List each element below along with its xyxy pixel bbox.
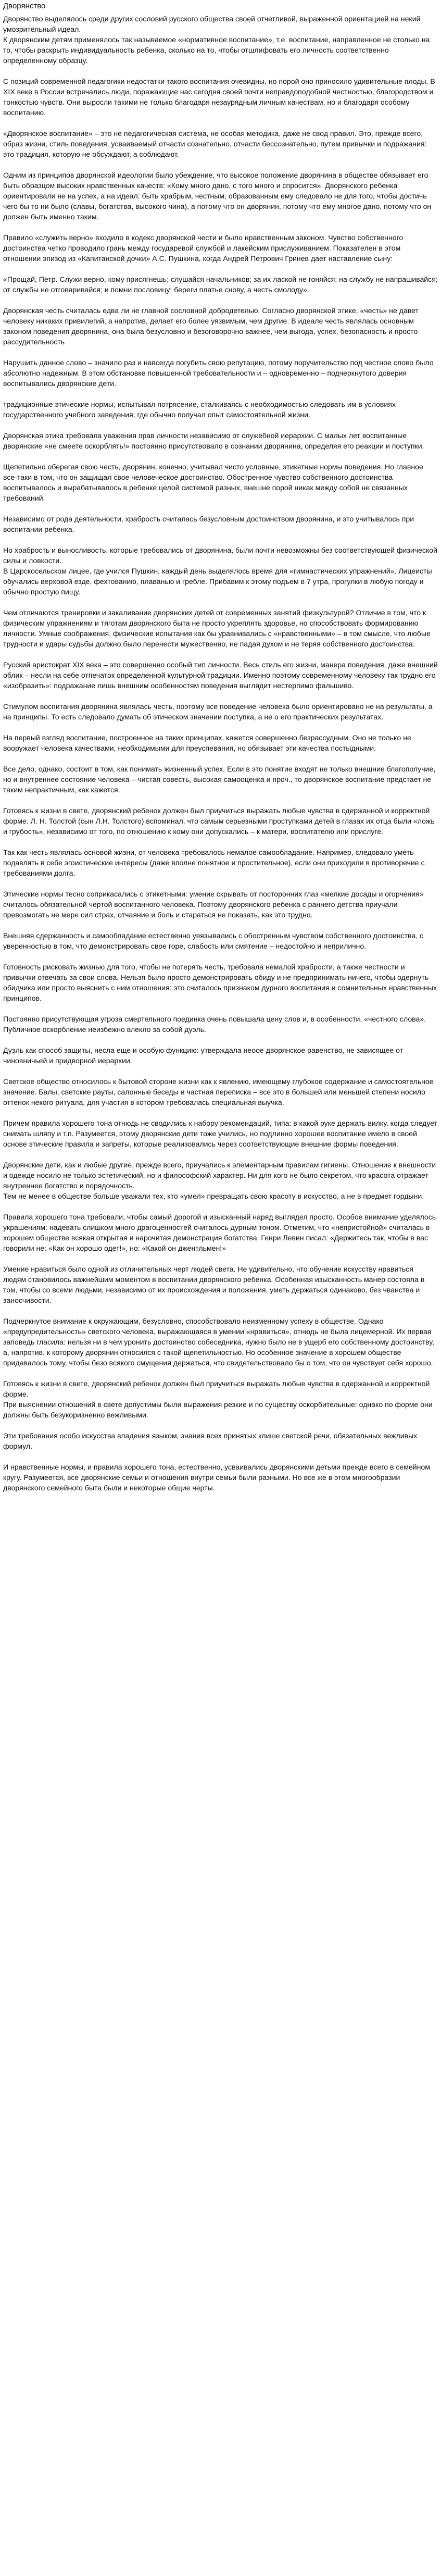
paragraph: Так как честь являлась основой жизни, от человека требовалось немалое самообладание. Например, следовало уметь подавлять в себе эгоистические интересы (даже вполне понятное и простительное), если они приходили в противоречие с требованиями долга.: [3, 848, 425, 877]
paragraph: Чем отличаются тренировки и закаливание дворянских детей от современных занятий физкультурой? Отличие в том, что к физическим упражнениям и тяготам дворянского быта не просто укреплять здоровье, но способствовать формированию личности. Умные соображения, физические испытания как бы уравнивались с «нравственными» – в том смысле, что любые трудности и удары судьбы должно было перенести мужественно, не падая духом и не теряя собственного достоинства.: [3, 608, 431, 648]
paragraph: Причем правила хорошего тона отнюдь не сводились к набору рекомендаций, типа: в какой руке держать вилку, когда следует снимать шляпу и т.п. Разумеется, этому дворянские дети тоже учились, но подлинно хорошее воспитание имело в своей основе этические правила и запреты, которые реализовались через соответствующие внешние формы поведения.: [3, 1119, 438, 1148]
paragraph: Подчеркнутое внимание к окружающим, безусловно, способствовало неизменному успеху в обществе. Однако «предупредительность» светского человека, выражающаяся в умении «нравиться», отнюдь не была лицемерной. Их первая заповедь гласила: нельзя ни в чем уронить достоинство собеседника, нужно было не в ущерб его собственному достоинству, а, напротив, к которому дворянин относился с такой щепетильностью. Но особенное значение в хорошем обществе придавалось тому, чтобы безо всякого смущения держаться, что свидетельствовало бы о том, что он чувствует себя хорошо.: [3, 1317, 434, 1367]
paragraph: Нарушить данное слово – значило раз и навсегда погубить свою репутацию, потому поручительство под честное слово было абсолютно надежным. В этом обстановке повышенной требовательности и – одновременно – подчеркнутого доверия воспитывались дворянские дети.: [3, 358, 434, 388]
paragraph: Готовясь к жизни в свете, дворянский ребенок должен был приучиться выражать любые чувства в сдержанной и корректной форме. Л. Н. Толстой (сын Л.Н. Толстого) вспоминал, что самым серьезными проступками детей в глазах их отца были «ложь и грубость», независимо от того, по отношению к кому они допускались – к матери, воспитателю или прислуге.: [3, 806, 435, 836]
paragraph: Дворянство выделялось среди других сословий русского общества своей отчетливой, выраженной ориентацией на некий умозрительный идеал. К дворянским детям применялось так называемое «нормативное воспитание», т.е. воспитание, направленное не столько на то, чтобы раскрыть индивидуальность ребенка, сколько на то, чтобы отшлифовать его личность соответственно определенному образцу.: [3, 15, 430, 65]
paragraph: традиционные этические нормы, испытывал потрясение, сталкиваясь с необходимостью следовать им в условиях государственного учебного заведения, где обычно получал опыт самостоятельной жизни.: [3, 400, 396, 419]
paragraph: С позиций современной педагогики недостатки такого воспитания очевидны, но порой оно приносило удивительные плоды. В XIX веке в России встречались люди, поражающие нас сегодня своей почти неправдоподобной честностью, благородством и тонкостью чувств. Они выросли такими не только благодаря незаурядным личным качествам, но и благодаря особому воспитанию.: [3, 77, 435, 117]
paragraph: Дворянская честь считалась едва ли не главной сословной добродетелью. Согласно дворянской этике, «честь» не давет человеку никаких привилегий, а напротив, делает его более уязвимым, чем другие. В идеале честь являлась основным законом поведения дворянина, она была безусловно и безоговорочно важнее, чем выгода, успех, безопасность и просто рассудительность: [3, 306, 419, 346]
paragraph: Дуэль как способ защиты, несла еще и особую функцию: утверждала неоое дворянское равенство, не зависящее от чиновничьей и придворной иерархии.: [3, 1046, 404, 1065]
paragraph: Готовность рисковать жизнью для того, чтобы не потерять честь, требовала немалой храбрости, а также честности и привычки отвечать за свои слова. Нельзя было просто демонстрировать обиду и не предпринимать ничего, чтобы одернуть обидчика или просто выяснить с ним отношения: это считалось признаком дурного воспитания и сомнительных нравственных принципов.: [3, 963, 437, 1002]
paragraph: Все дело, однако, состоит в том, как понимать жизненный успех. Если в это понятие входят не только внешние благополучие, но и внутреннее состояние человека – чистая совесть, высокая самооценка и проч., то дворянское воспитание предстает не таким непрактичным, как кажется.: [3, 765, 436, 794]
paragraph: Правило «служить верно» входило в кодекс дворянской чести и было нравственным законом. Чувство собственного достоинства четко проводило грань между государевой службой и лакейским прислуживанием. Показателен в этом отношении эпизод из «Капитанской дочки» А.С. Пушкина, когда Андрей Петрович Гринев дает наставление сыну:: [3, 233, 404, 263]
paragraph: Независимо от рода деятельности, храбрость считалась безусловным достоинством дворянина, и это учитывалось при воспитании ребенка.: [3, 515, 414, 533]
paragraph: Умение нравиться было одной из отличительных черт людей света. Не удивительно, что обучение искусству нравиться людям становилось важнейшим моментом в воспитании дворянского ребенка. Особенная изысканность манер состояла в том, чтобы со всеми людьми, независимо от их происхождения и положения, уметь держаться одинаково, без чванства и заносчивости.: [3, 1265, 425, 1304]
paragraph: Постоянно присутствующая угроза смертельного поединка очень повышала цену слов и, в особенности, «честного слова». Публичное оскорбление неизбежно влекло за собой дуэль.: [3, 1015, 426, 1034]
paragraph: Щепетильно оберегая свою честь, дворянин, конечно, учитывал чисто условные, этикетные нормы поведения. Но главное все-таки в том, что он защищал свое человеческое достоинство. Обостренное чувство собственного достоинства воспитывалось и вырабатывалось в ребенке целой системой разных, внешне порой никак между собой не связанных требований.: [3, 463, 423, 502]
paragraph: Светское общество относилось к бытовой стороне жизни как к явлению, имеющему глубокое содержание и самостоятельное значение. Балы, светские рауты, салонные беседы и частная переписка – все это в большей или меньшей степени носило оттенок некого ритуала, для участия в котором требовалась специальная выучка.: [3, 1077, 434, 1106]
paragraph: Стимулом воспитания дворянина являлась честь, поэтому все поведение человека было ориентировано не на результаты, а на принципы. То есть следовало думать об этическом значении поступка, а не о его практических результатах.: [3, 702, 433, 721]
article-body: [3, 14, 438, 1493]
paragraph: Русский аристократ XIX века – это совершенно особый тип личности. Весь стиль его жизни, манера поведения, даже внешний облик – несли на себе отпечаток определенной культурной традиции. Именно поэтому современному человеку так трудно его «изобразить»: подражание лишь внешним особенностям поведения выглядит нестерпимо фальшиво.: [3, 661, 438, 690]
paragraph: Этические нормы тесно соприкасались с этикетными: умение скрывать от посторонних глаз «мелкие досады и огорчения» считалось обязательной чертой воспитанного человека. Поэтому дворянского ребенка с раннего детства приучали превозмогать не мере сил страх, отчаяние и боль и стараться не показать, как это трудно.: [3, 890, 424, 919]
paragraph: Но храбрость и выносливость, которые требовались от дворянина, были почти невозможны без соответствующей физической силы и ловкости. В Царскосельском лицее, где учился Пушкин, каждый день выделялось время для «гимнастических упражнений». Лицеисты обучались верховой езде, фехтованию, плаванью и гребле. Прибавим к этому подъем в 7 утра, прогулки в любую погоду и обычно простую пищу.: [3, 546, 437, 596]
paragraph: «Дворянское воспитание» – это не педагогическая система, не особая методика, даже не свод правил. Это, прежде всего, образ жизни, стиль поведения, усваиваемый отчасти сознательно, отчасти бессознательно, путем привычки и подражания: это традиция, которую не обсуждают, а соблюдают.: [3, 129, 427, 158]
paragraph: На первый взгляд воспитание, построенное на таких принципах, кажется совершенно безрассудным. Оно не только не вооружает человека качествами, необходимыми для преуспевания, но обязывает эти качества постыдными.: [3, 733, 411, 752]
paragraph: Правила хорошего тона требовали, чтобы самый дорогой и изысканный наряд выглядел просто. Особое внимание уделялось украшениям: надевать слишком много драгоценностей считалось дурным тоном. Отметим, что «непристойной» считалась в хорошем обществе всякая открытая и нарочитая демонстрация богатства. Генри Левин писал: «Держитесь так, чтобы в вас говорили не: «Как он хорошо одет!», но: «Какой он джентльмен!»: [3, 1213, 436, 1252]
paragraph: Одним из принципов дворянской идеологии было убеждение, что высокое положение дворянина в обществе обязывает его быть образцом высоких нравственных качеств: «Кому много дано, с того много и спросится». Дворянского ребенка ориентировали не на успех, а на идеал: быть храбрым, честным, образованным ему следовало не для того, чтобы достичь чего бы то ни было (славы, богатства, высокого чина), а потому что он дворянин, потому что ему многое дано, потому что он должен быть именно таким.: [3, 171, 432, 221]
paragraph: И нравственные нормы, и правила хорошего тона, естественно, усваивались дворянскими детьми прежде всего в семейном кругу. Разумеется, все дворянские семьи и отношения внутри семьи были разными. Но все же в этом многообразии дворянского семейного быта были и некоторые общие черты.: [3, 1463, 430, 1492]
article-title: Дворянство: [3, 2, 46, 10]
paragraph: «Прощай, Петр. Служи верно, кому присягнешь; слушайся начальников; за их лаской не гоняйся; на службу не напрашивайся; от службы не отговаривайся; и помни пословицу: береги платье снову, а честь смолоду».: [3, 275, 438, 294]
paragraph: Готовясь к жизни в свете, дворянский ребенок должен был приучиться выражать любые чувства в сдержанной и корректной форме. При выяснении отношений в свете допустимы были выражения резкие и по существу оскорбительные: однако по форме они должны быть безукоризненно вежливыми.: [3, 1379, 433, 1419]
paragraph: Эти требования особо искусства владения языком, знания всех принятых клише светской речи, обязательных вежливых формул.: [3, 1432, 418, 1450]
paragraph: Дворянские дети, как и любые другие, прежде всего, приучались к элементарным правилам гигиены. Отношение к внешности и одежде носило не только эстетический, но и философский характер. Ни для кого не было секретом, что красота отражает внутреннее богатство и порядочность. Тем не менее в обществе больше уважали тех, кто «умел» превращать свою красоту в искусство, а не в предмет гордыни.: [3, 1161, 436, 1200]
paragraph: Внешняя сдержанность и самообладание естественно увязывались с обостренным чувством собственного достоинства, с уверенностью в том, что демонстрировать свое горе, слабость или смятение – недостойно и неприлично.: [3, 931, 424, 950]
paragraph: Дворянская этика требовала уважения прав личности независимо от служебной иерархии. С малых лет воспитанные дворянские «не смеете оскорблять!» постоянно присутствовало в сознании дворянина, определяя его реакции и поступки.: [3, 431, 424, 450]
